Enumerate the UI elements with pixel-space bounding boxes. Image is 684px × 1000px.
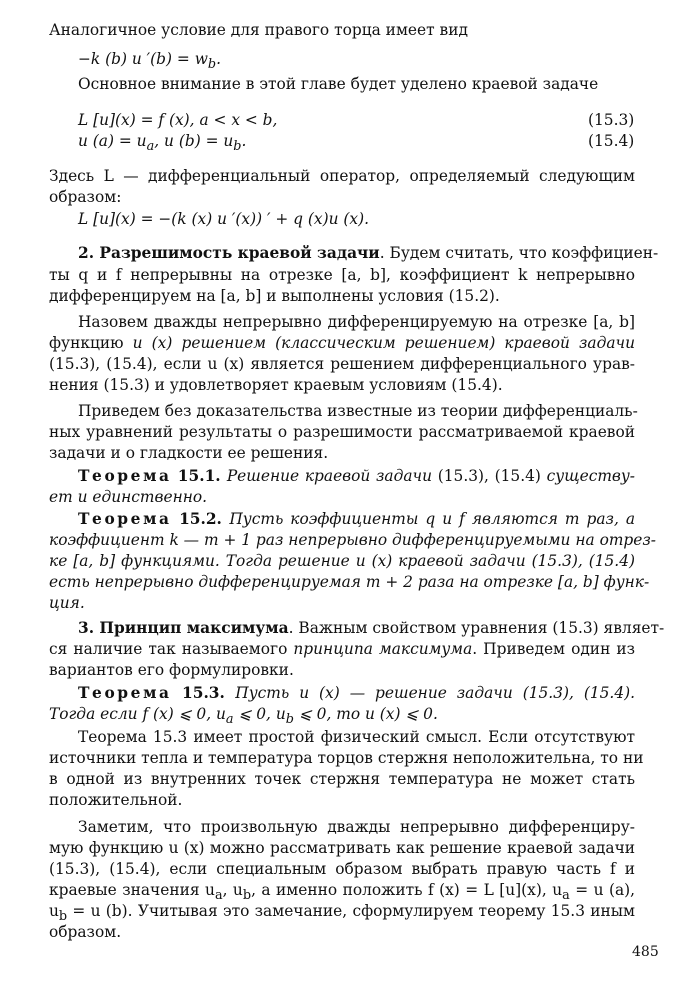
theorem-number: 15.2. xyxy=(171,510,230,528)
text-line: (15.3), (15.4), если специальным образом выбрать правую часть f и xyxy=(49,860,635,878)
italic-text: Решение краевой задачи xyxy=(226,467,438,485)
text-line: положительной. xyxy=(49,791,183,809)
subscript: b xyxy=(285,712,294,728)
text-line: образом: xyxy=(49,188,122,206)
text-line: Заметим, что произвольную дважды непрерывно дифференциру- xyxy=(78,818,635,836)
page-number: 485 xyxy=(632,944,659,960)
text-line: Назовем дважды непрерывно дифференцируемую на отрезке [a, b] xyxy=(78,313,635,331)
text-line: Основное внимание в этой главе будет уделено краевой задаче xyxy=(78,75,599,93)
italic-text: Пусть коэффициенты q и f являются m раз, а xyxy=(229,510,635,528)
text: , u xyxy=(222,881,243,899)
formula-operator: L [u](x) = −(k (x) u ′(x)) ′ + q (x)u (x). xyxy=(78,210,369,228)
subscript: b xyxy=(233,139,242,155)
text-line: есть непрерывно дифференцируемая m + 2 раза на отрезке [a, b] функ- xyxy=(49,573,650,591)
formula-text: −k (b) u ′(b) = w xyxy=(78,50,208,68)
text: ⩽ 0, u xyxy=(233,705,286,723)
text-line xyxy=(49,880,636,904)
text: = u (b). Учитывая это замечание, сформулируем теорему 15.3 иным xyxy=(67,902,635,920)
formula-text: . xyxy=(241,132,247,150)
text-line: нения (15.3) и удовлетворяет краевым условиям (15.4). xyxy=(49,376,503,394)
text-line: Здесь L — дифференциальный оператор, определяемый следующим xyxy=(49,167,635,185)
subscript: a xyxy=(225,712,234,728)
text-line: Приведем без доказательства известные из теории дифференциаль- xyxy=(78,402,638,420)
subscript: a xyxy=(562,888,570,904)
theorem-number: 15.1. xyxy=(171,467,227,485)
theorem-label: Теорема xyxy=(78,684,172,702)
text: . Приведем один из xyxy=(472,640,636,658)
italic-text: Пусть u (x) — решение задачи (15.3), (15.4). xyxy=(235,684,636,702)
text-line: дифференцируем на [a, b] и выполнены условия (15.2). xyxy=(49,287,500,305)
section-heading: 3. Принцип максимума xyxy=(78,619,289,637)
text-line: источники тепла и температура торцов стержня неположительна, то ни xyxy=(49,749,644,767)
text-line: ция. xyxy=(49,594,85,612)
italic-text: существу- xyxy=(540,467,636,485)
text-line: ке [a, b] функциями. Тогда решение u (x) краевой задачи (15.3), (15.4) xyxy=(49,552,635,570)
equation-number: (15.3) xyxy=(588,111,635,129)
theorem-label: Теорема xyxy=(78,510,172,528)
text: . Будем считать, что коэффициен- xyxy=(379,244,659,262)
text-line: коэффициент k — m + 1 раз непрерывно дифференцируемыми на отрез- xyxy=(49,531,656,549)
section-heading-line xyxy=(78,243,659,263)
formula-text: , u (b) = u xyxy=(154,132,234,150)
text: ⩽ 0, то u (x) ⩽ 0. xyxy=(293,705,438,723)
text: Тогда если f (x) ⩽ 0, u xyxy=(49,705,226,723)
text: . Важным свойством уравнения (15.3) являет- xyxy=(288,619,665,637)
theorem-label: Теорема xyxy=(78,467,172,485)
text: функцию xyxy=(49,334,133,352)
text-line: Аналогичное условие для правого торца имеет вид xyxy=(49,21,468,39)
text-line: задачи и о гладкости ее решения. xyxy=(49,444,329,462)
equation-number: (15.4) xyxy=(588,132,635,150)
italic-text: принципа максимума xyxy=(293,640,473,658)
section-heading-line xyxy=(78,618,665,638)
formula-15-4 xyxy=(78,131,246,157)
text: = u (a), xyxy=(569,881,636,899)
text-line: мую функцию u (x) можно рассматривать как решение краевой задачи xyxy=(49,839,635,857)
text-line: образом. xyxy=(49,923,122,941)
italic-text: u (x) решением (классическим решением) краевой задачи xyxy=(132,334,635,352)
text: краевые значения u xyxy=(49,881,215,899)
theorem-number: 15.3. xyxy=(171,684,236,702)
subscript: b xyxy=(58,909,68,925)
text-line: ных уравнений результаты о разрешимости рассматриваемой краевой xyxy=(49,423,635,441)
subscript: a xyxy=(214,888,223,904)
text-line xyxy=(49,901,635,925)
text-line: вариантов его формулировки. xyxy=(49,661,294,679)
text: (15.3), (15.4) xyxy=(437,467,541,485)
text-line xyxy=(49,333,635,353)
formula-15-3: L [u](x) = f (x), a < x < b, xyxy=(78,111,278,129)
text-line: (15.3), (15.4), если u (x) является решением дифференциального урав- xyxy=(49,355,635,373)
text: u xyxy=(49,902,59,920)
theorem-15-3 xyxy=(78,683,635,703)
subscript: b xyxy=(207,57,217,73)
section-heading: 2. Разрешимость краевой задачи xyxy=(78,244,380,262)
text: , а именно положить f (x) = L [u](x), u xyxy=(251,881,563,899)
text-line: ет и единственно. xyxy=(49,488,208,506)
text-line xyxy=(49,639,635,659)
theorem-15-2 xyxy=(78,509,635,529)
subscript: b xyxy=(242,888,252,904)
text-line: Теорема 15.3 имеет простой физический смысл. Если отсутствуют xyxy=(78,728,635,746)
formula-text: u (a) = u xyxy=(78,132,147,150)
text-line: ты q и f непрерывны на отрезке [a, b], коэффициент k непрерывно xyxy=(49,266,635,284)
subscript: a xyxy=(146,139,155,155)
text-line: в одной из внутренних точек стержня температура не может стать xyxy=(49,770,635,788)
text: ся наличие так называемого xyxy=(49,640,294,658)
formula-boundary-right: −k (b) u $'(b) = w_b$. xyxy=(78,50,222,73)
theorem-15-1 xyxy=(78,466,635,486)
